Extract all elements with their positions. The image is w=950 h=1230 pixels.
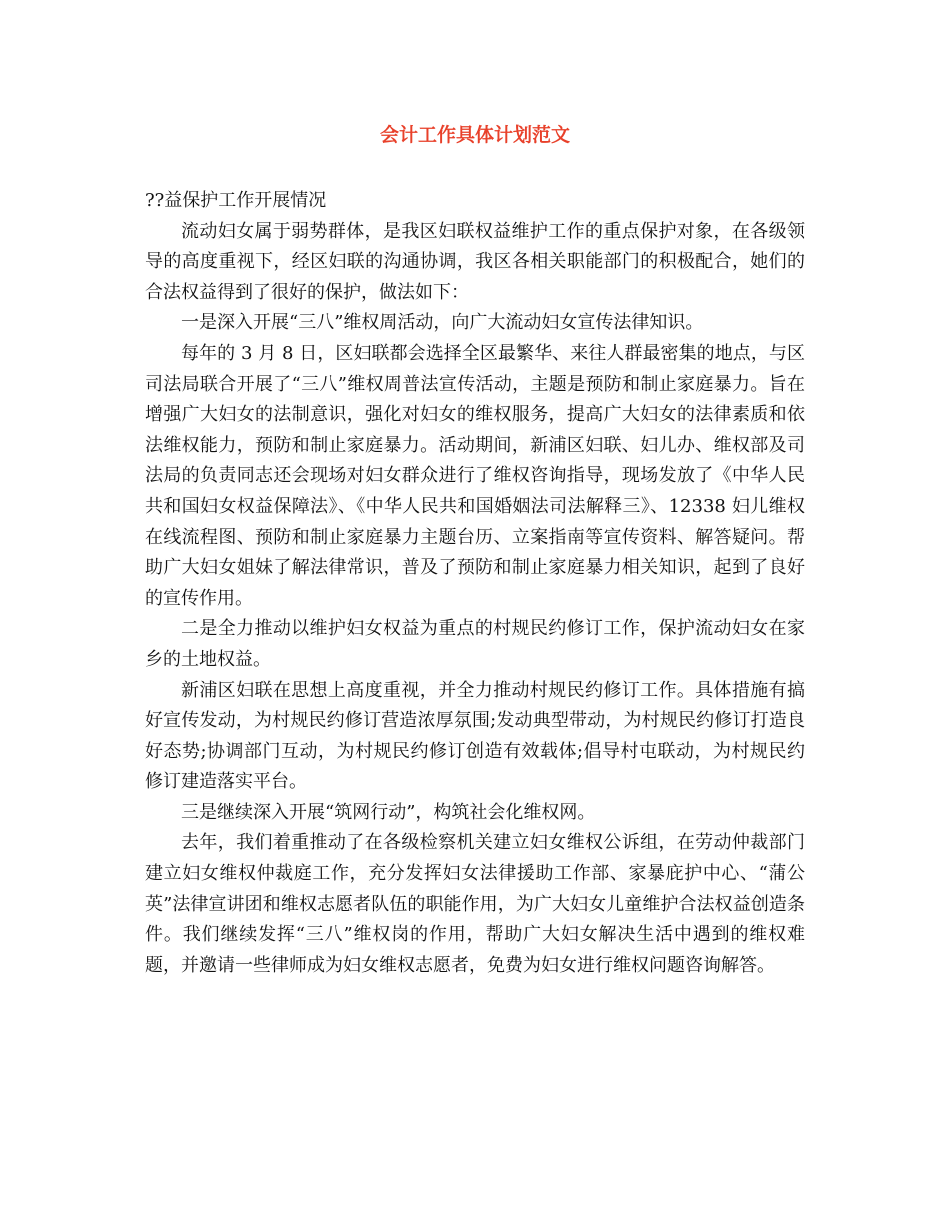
paragraph: 每年的 3 月 8 日，区妇联都会选择全区最繁华、来往人群最密集的地点，与区司法局联合开展了“三八”维权周普法宣传活动，主题是预防和制止家庭暴力。旨在增强广大妇女的法制意识，强化对妇女的维权服务，提高广大妇女的法律素质和依法维权能力，预防和制止家庭暴力。活动期间，新浦区妇联、妇儿办、维权部及司法局的负责同志还会现场对妇女群众进行了维权咨询指导，现场发放了《中华人民共和国妇女权益保障法》、《中华人民共和国婚姻法司法解释三》、12338 妇儿维权在线流程图、预防和制止家庭暴力主题台历、立案指南等宣传资料、解答疑问。帮助广大妇女姐妹了解法律常识，普及了预防和制止家庭暴力相关知识，起到了良好的宣传作用。 (145, 342, 805, 609)
document-body (145, 186, 805, 981)
paragraph: 流动妇女属于弱势群体，是我区妇联权益维护工作的重点保护对象，在各级领导的高度重视下，经区妇联的沟通协调，我区各相关职能部门的积极配合，她们的合法权益得到了很好的保护，做法如下： (145, 220, 805, 303)
paragraph: 三是继续深入开展“筑网行动”，构筑社会化维权网。 (181, 801, 596, 823)
paragraph: 去年，我们着重推动了在各级检察机关建立妇女维权公诉组，在劳动仲裁部门建立妇女维权仲裁庭工作，充分发挥妇女法律援助工作部、家暴庇护中心、“蒲公英”法律宣讲团和维权志愿者队伍的职能作用，为广大妇女儿童维护合法权益创造条件。我们继续发挥“三八”维权岗的作用，帮助广大妇女解决生活中遇到的维权难题，并邀请一些律师成为妇女维权志愿者，免费为妇女进行维权问题咨询解答。 (145, 832, 805, 976)
paragraph: 一是深入开展“三八”维权周活动，向广大流动妇女宣传法律知识。 (181, 312, 704, 334)
paragraph-heading: ??益保护工作开展情况 (145, 190, 327, 211)
paragraph: 二是全力推动以维护妇女权益为重点的村规民约修订工作，保护流动妇女在家乡的土地权益。 (145, 618, 805, 670)
document-title: 会计工作具体计划范文 (379, 124, 570, 146)
paragraph: 新浦区妇联在思想上高度重视，并全力推动村规民约修订工作。具体措施有搞好宣传发动，为村规民约修订营造浓厚氛围;发动典型带动，为村规民约修订打造良好态势;协调部门互动，为村规民约修订创造有效载体;倡导村屯联动，为村规民约修订建造落实平台。 (145, 679, 805, 793)
